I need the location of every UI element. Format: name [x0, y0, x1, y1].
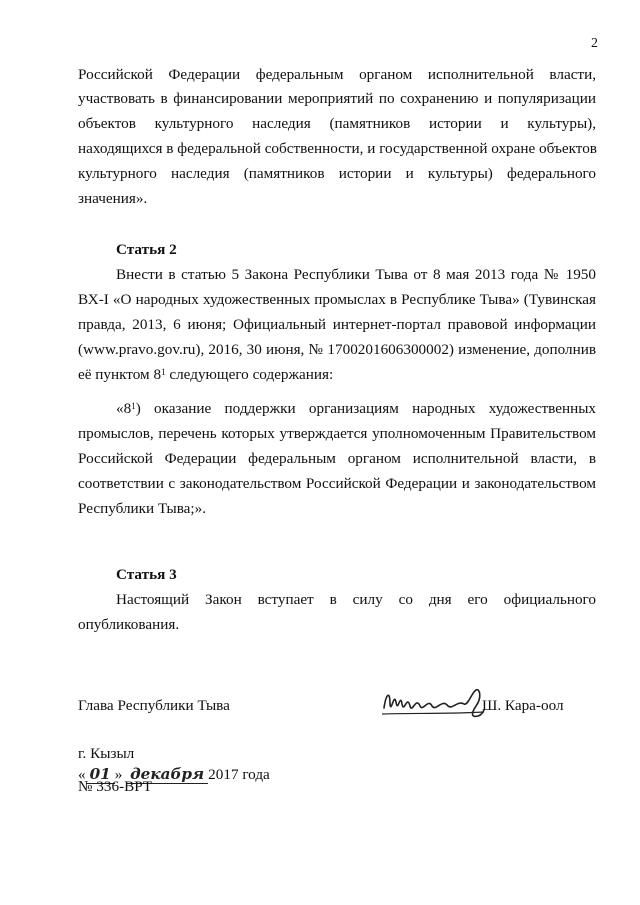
text-line: Настоящий Закон вступает в силу со дня его официального	[116, 591, 596, 608]
text-line: опубликования.	[78, 616, 180, 633]
text-fragment: следующего содержания:	[165, 366, 334, 383]
text-line: Республики Тыва;».	[78, 500, 207, 517]
text-fragment: ) оказание поддержки организациям народных художественных	[135, 400, 596, 417]
date-year: 2017 года	[208, 766, 270, 783]
signatory-name: Ш. Кара-оол	[482, 697, 564, 714]
text-line	[116, 400, 596, 418]
text-line: правда, 2013, 6 июня; Официальный интернет-портал правовой информации	[78, 316, 596, 333]
text-line: культурного наследия (памятников истории и культуры) федерального	[78, 165, 596, 182]
article-3-heading: Статья 3	[116, 566, 177, 583]
law-number: № 336-ВРТ	[78, 778, 153, 795]
text-line: участвовать в финансировании мероприятий по сохранению и популяризации	[78, 90, 596, 107]
text-line: Российской Федерации федеральным органом исполнительной власти,	[78, 66, 596, 83]
text-line: (www.pravo.gov.ru), 2016, 30 июня, № 1700201606300002) изменение, дополнив	[78, 341, 596, 358]
superscript: 1	[131, 401, 136, 411]
text-fragment: «8	[116, 400, 132, 417]
text-line	[78, 366, 596, 384]
quote-close: »	[114, 766, 123, 783]
article-2-heading: Статья 2	[116, 241, 177, 258]
text-line: ВХ-I «О народных художественных промыслах в Республике Тыва» (Тувинская	[78, 291, 596, 308]
text-line: Внести в статью 5 Закона Республики Тыва от 8 мая 2013 года № 1950	[116, 266, 596, 283]
quote-open: «	[78, 766, 86, 783]
text-line: объектов культурного наследия (памятников истории и культуры),	[78, 115, 596, 132]
handwritten-signature	[380, 680, 488, 722]
page-number: 2	[591, 36, 598, 51]
text-line: находящихся в федеральной собственности, и государственной охране объектов	[78, 140, 597, 157]
date-day: 01	[86, 765, 115, 784]
text-line: соответствии с законодательством Российской Федерации и законодательством	[78, 475, 596, 492]
superscript: 1	[161, 367, 166, 377]
text-fragment: её пунктом 8	[78, 366, 162, 383]
city: г. Кызыл	[78, 745, 135, 762]
text-line: Российской Федерации федеральным органом исполнительной власти, в	[78, 450, 596, 467]
text-line: значения».	[78, 190, 148, 207]
signatory-title: Глава Республики Тыва	[78, 697, 230, 714]
text-line: промыслов, перечень которых утверждается уполномоченным Правительством	[78, 425, 596, 442]
date-month: декабря	[126, 765, 208, 784]
